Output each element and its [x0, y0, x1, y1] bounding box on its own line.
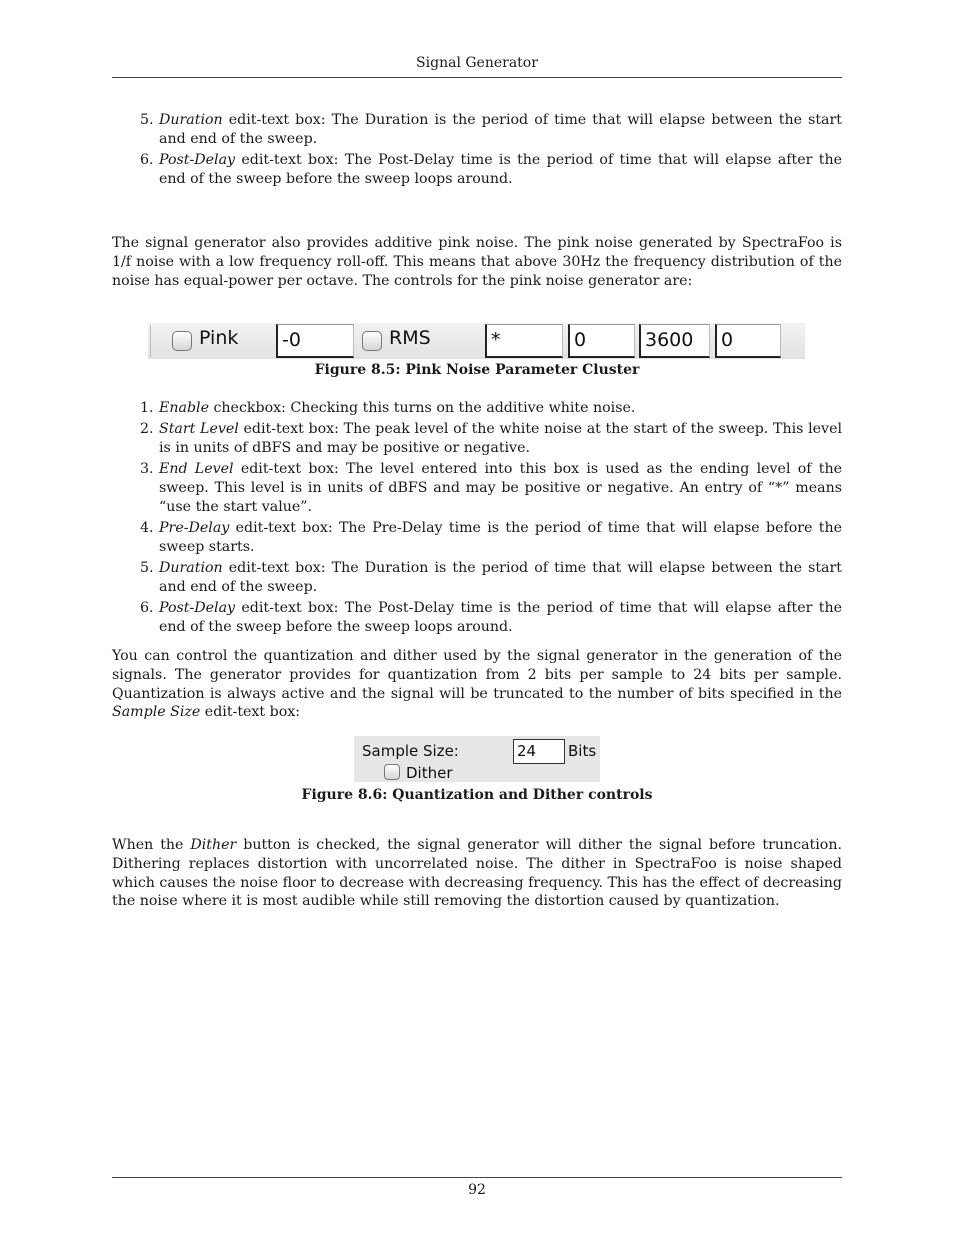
- bits-label: Bits: [568, 742, 597, 760]
- list-number: 5.: [140, 560, 154, 577]
- list-number: 2.: [140, 421, 154, 438]
- footer-rule: [112, 1177, 842, 1178]
- list-text: edit-text box: The Duration is the period of time that will elapse between the start and end of the sweep.: [159, 112, 842, 147]
- start-level-field[interactable]: -0: [276, 324, 354, 358]
- pre-delay-field[interactable]: 0: [568, 324, 635, 358]
- list-text: edit-text box: The peak level of the white noise at the start of the sweep. This level is in units of dBFS and may be positive or negative.: [159, 421, 842, 457]
- pink-enable-checkbox[interactable]: [172, 331, 192, 351]
- list-term: Post-Delay: [159, 152, 236, 169]
- separator: [150, 325, 151, 357]
- dither-paragraph: When the Dither button is checked, the signal generator will dither the signal before truncation. Dithering replaces distortion with uncorrelated noise. The dither in SpectraFoo is noise shaped which causes the noise floor to decrease with decreasing frequency. This has the effect of decreasing the noise where it is most audible while still removing the distortion caused by quantization.: [112, 837, 842, 910]
- post-delay-field[interactable]: 0: [715, 324, 781, 358]
- list-item: [112, 599, 842, 637]
- list-number: 1.: [140, 400, 154, 416]
- list-item: [112, 111, 842, 149]
- list-item: [112, 519, 842, 557]
- list-term: Enable: [159, 400, 209, 416]
- list-number: 4.: [140, 520, 154, 537]
- sample-size-label: Sample Size:: [362, 742, 459, 760]
- pink-noise-parameter-cluster: [148, 323, 805, 359]
- top-list: [112, 111, 842, 191]
- list-term: Post-Delay: [159, 600, 236, 617]
- list-text: edit-text box: The Post-Delay time is the period of time that will elapse after the end of the sweep before the sweep loops around.: [159, 152, 842, 187]
- figure-caption: Figure 8.6: Quantization and Dither controls: [301, 787, 653, 803]
- list-text: edit-text box: The Pre-Delay time is the period of time that will elapse before the sweep starts.: [159, 520, 842, 556]
- pink-controls-list: [112, 399, 842, 640]
- page-number: 92: [468, 1182, 486, 1198]
- list-item: [112, 420, 842, 458]
- list-text: edit-text box: The Duration is the period of time that will elapse between the start and end of the sweep.: [159, 560, 842, 596]
- sample-size-field[interactable]: 24: [513, 739, 565, 764]
- dither-label: Dither: [406, 764, 453, 782]
- list-term: End Level: [159, 461, 234, 478]
- quantization-dither-controls: [354, 736, 600, 782]
- pink-label: Pink: [199, 327, 239, 349]
- end-level-field[interactable]: *: [485, 324, 563, 358]
- list-number: 3.: [140, 461, 154, 478]
- list-item: [112, 460, 842, 516]
- list-text: edit-text box: The Post-Delay time is the period of time that will elapse after the end of the sweep before the sweep loops around.: [159, 600, 842, 636]
- list-number: 6.: [140, 152, 154, 169]
- list-term: Pre-Delay: [159, 520, 230, 537]
- list-term: Duration: [159, 112, 223, 128]
- rms-label: RMS: [389, 327, 431, 349]
- list-number: 6.: [140, 600, 154, 617]
- list-number: 5.: [140, 112, 154, 128]
- quantization-intro-paragraph: You can control the quantization and dither used by the signal generator in the generation of the signals. The generator provides for quantization from 2 bits per sample to 24 bits per sample. Quantization is always active and the signal will be truncated to the number of bits specified in the Sample Size edit-text box:: [112, 648, 842, 721]
- header-rule: [112, 77, 842, 78]
- dither-checkbox[interactable]: [384, 764, 400, 780]
- list-text: edit-text box: The level entered into this box is used as the ending level of the sweep. This level is in units of dBFS and may be positive or negative. An entry of “*” means “use the start value”.: [159, 461, 842, 515]
- running-header: Signal Generator: [416, 55, 538, 71]
- list-item: [112, 399, 842, 418]
- list-term: Duration: [159, 560, 223, 577]
- rms-checkbox[interactable]: [362, 331, 382, 351]
- list-term: Start Level: [159, 421, 239, 438]
- figure-caption: Figure 8.5: Pink Noise Parameter Cluster: [314, 362, 640, 378]
- list-text: checkbox: Checking this turns on the additive white noise.: [208, 400, 636, 416]
- list-item: [112, 559, 842, 597]
- duration-field[interactable]: 3600: [639, 324, 710, 358]
- pink-intro-paragraph: The signal generator also provides additive pink noise. The pink noise generated by SpectraFoo is 1/f noise with a low frequency roll-off. This means that above 30Hz the frequency distribution of the noise has equal-power per octave. The controls for the pink noise generator are:: [112, 235, 842, 289]
- list-item: [112, 151, 842, 189]
